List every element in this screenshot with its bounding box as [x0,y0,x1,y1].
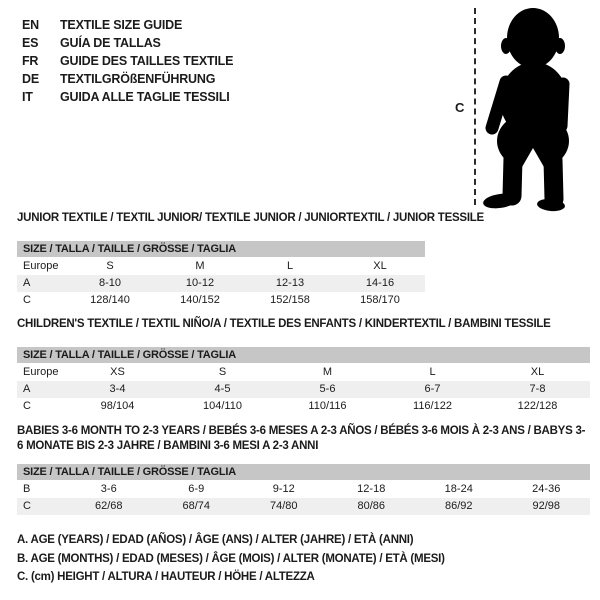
language-code: IT [22,90,33,104]
table-cell: 122/128 [517,400,558,412]
language-code: EN [22,18,39,32]
table-cell: 8-10 [98,277,122,289]
table-cell: 140/152 [180,294,220,306]
table-cell: 104/110 [203,400,242,412]
table-cell: 9-12 [272,483,295,495]
language-code: ES [22,36,39,50]
row-label: Europe [23,366,59,378]
size-table-junior [17,241,425,309]
table-row [17,498,590,515]
table-cell: M [322,366,333,378]
row-label: C [23,294,31,306]
section-title: BABIES 3-6 MONTH TO 2-3 YEARS / BEBÉS 3-6 MESES A 2-3 AÑOS / BÉBÉS 3-6 MOIS À 2-3 ANS / BABYS 3-6 MONATE BIS 2-3 JAHRE / BAMBINI 3-6 MESI A 2-3 ANNI [17,425,586,452]
section-babies [17,424,590,515]
table-row [17,275,425,292]
table-header: SIZE / TALLA / TAILLE / GRÖSSE / TAGLIA [17,464,590,480]
language-label: GUIDA ALLE TAGLIE TESSILI [60,90,230,104]
table-cell: 14-16 [365,277,395,289]
height-label: C [455,100,465,115]
table-cell: 7-8 [529,383,546,395]
table-row [17,481,590,498]
row-label: A [23,277,31,289]
section-junior [17,211,484,309]
table-cell: 10-12 [185,277,215,289]
table-cell: 6-7 [424,383,441,395]
table-cell: 128/140 [90,294,130,306]
table-cell: 18-24 [444,483,473,495]
table-header: SIZE / TALLA / TAILLE / GRÖSSE / TAGLIA [17,241,425,257]
language-label: TEXTILE SIZE GUIDE [60,18,183,32]
baby-figure [450,0,600,215]
table-cell: 158/170 [360,294,400,306]
language-row-it [22,88,233,106]
language-row-es [22,34,233,52]
table-row [17,364,590,381]
table-cell: 24-36 [532,483,561,495]
language-list [22,16,233,106]
table-cell: 110/116 [308,400,347,412]
table-cell: S [106,260,114,272]
language-code: DE [22,72,39,86]
table-row [17,292,425,309]
table-cell: M [195,260,205,272]
row-label: Europe [23,260,59,272]
table-cell: 116/122 [413,400,452,412]
table-cell: 74/80 [269,500,298,512]
table-cell: XL [373,260,387,272]
table-cell: 12-13 [275,277,305,289]
legend [17,531,445,587]
legend-line-b: B. AGE (MONTHS) / EDAD (MESES) / ÂGE (MOIS) / ALTER (MONATE) / ETÀ (MESI) [17,552,445,565]
table-cell: XS [110,366,125,378]
size-table-children [17,347,590,415]
table-cell: 6-9 [188,483,205,495]
table-cell: 68/74 [182,500,211,512]
row-label: B [23,483,31,495]
table-cell: 3-4 [109,383,126,395]
table-cell: 62/68 [94,500,123,512]
size-table-babies [17,464,590,515]
row-label: C [23,500,31,512]
table-header: SIZE / TALLA / TAILLE / GRÖSSE / TAGLIA [17,347,590,363]
table-cell: 86/92 [444,500,473,512]
toddler-silhouette-icon [450,0,600,215]
table-cell: XL [530,366,545,378]
table-cell: 98/104 [100,400,135,412]
section-children [17,317,590,415]
language-label: GUIDE DES TAILLES TEXTILE [60,54,234,68]
language-code: FR [22,54,39,68]
section-title: CHILDREN'S TEXTILE / TEXTIL NIÑO/A / TEXTILE DES ENFANTS / KINDERTEXTIL / BAMBINI TESSILE [17,318,551,330]
row-label: C [23,400,31,412]
table-cell: 4-5 [214,383,231,395]
table-row [17,381,590,398]
language-row-fr [22,52,233,70]
language-row-de [22,70,233,88]
table-row [17,398,590,415]
language-row-en [22,16,233,34]
language-label: TEXTILGRÖßENFÜHRUNG [60,72,216,86]
row-label: A [23,383,31,395]
language-label: GUÍA DE TALLAS [60,36,161,50]
table-cell: 92/98 [532,500,561,512]
table-cell: 12-18 [357,483,386,495]
table-cell: L [286,260,294,272]
table-cell: S [218,366,227,378]
table-cell: 3-6 [100,483,117,495]
table-cell: 80/86 [357,500,386,512]
legend-line-a: A. AGE (YEARS) / EDAD (AÑOS) / ÂGE (ANS) / ALTER (JAHRE) / ETÀ (ANNI) [17,534,414,546]
table-cell: 152/158 [270,294,310,306]
table-cell: L [429,366,436,378]
table-cell: 5-6 [319,383,336,395]
table-row [17,258,425,275]
legend-line-c: C. (cm) HEIGHT / ALTURA / HAUTEUR / HÖHE / ALTEZZA [17,571,315,583]
section-title: JUNIOR TEXTILE / TEXTIL JUNIOR/ TEXTILE JUNIOR / JUNIORTEXTIL / JUNIOR TESSILE [17,212,484,224]
